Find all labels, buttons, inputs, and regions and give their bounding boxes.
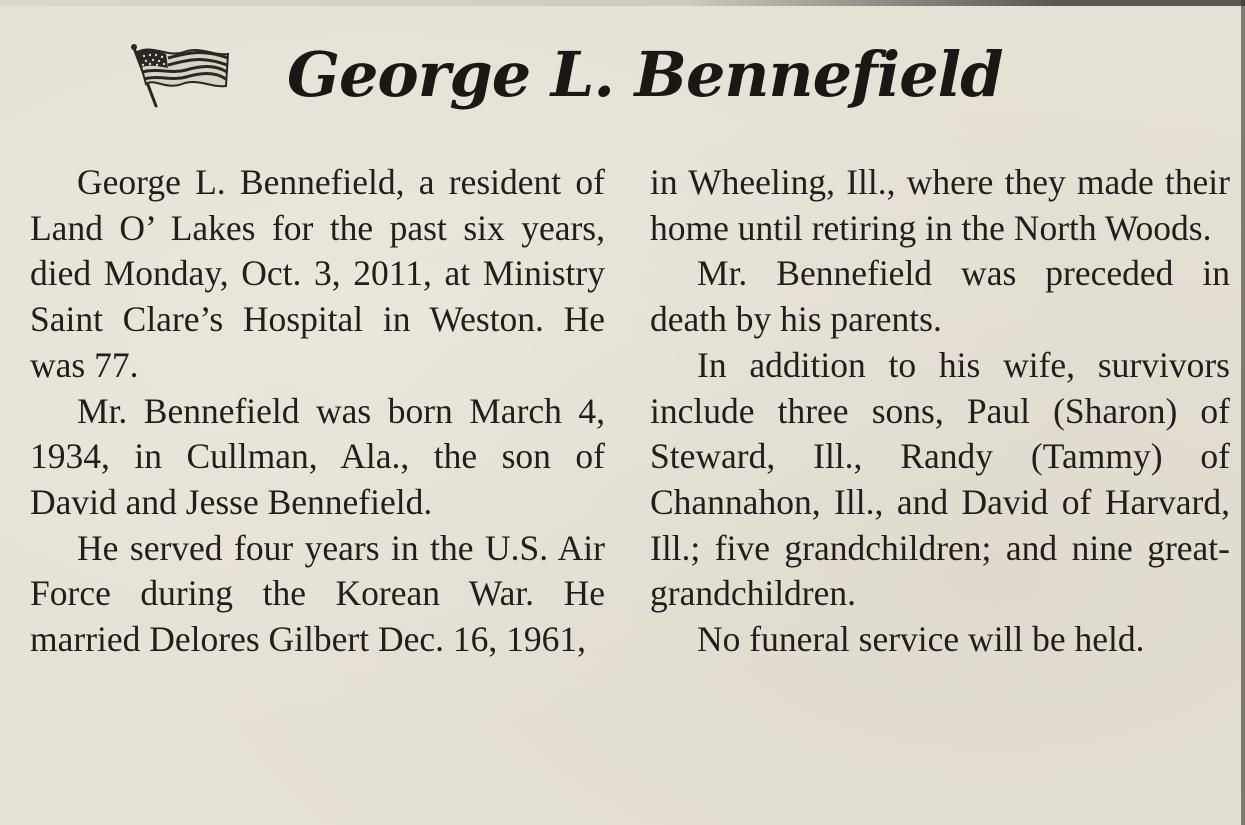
left-column bbox=[30, 160, 605, 663]
paragraph-funeral-service: No funeral service will be held. bbox=[697, 619, 1145, 660]
american-flag-icon bbox=[128, 40, 232, 112]
paragraph-birth: Mr. Bennefield was born March 4, 1934, in Cullman, Ala., the son of David and Jesse Bennefield. bbox=[30, 390, 605, 522]
obituary-title: George L. Bennefield bbox=[287, 38, 1003, 111]
paragraph-survivors: In addition to his wife, survivors include three sons, Paul (Sharon) of Steward, Ill., Randy (Tammy) of Channahon, Ill., and David of Harvard, Ill.; five grandchildren; and nine great-grandchildren. bbox=[650, 344, 1230, 614]
paragraph-military-marriage: He served four years in the U.S. Air Force during the Korean War. He married Delores Gilbert Dec. 16, 1961, bbox=[30, 527, 605, 660]
paragraph-death-notice: George L. Bennefield, a resident of Land O’ Lakes for the past six years, died Monday, Oct. 3, 2011, at Ministry Saint Clare’s Hospital in Weston. He was 77. bbox=[30, 162, 605, 385]
paragraph-residence-continued: in Wheeling, Ill., where they made their home until retiring in the North Woods. bbox=[650, 162, 1230, 248]
paragraph-preceded-in-death: Mr. Bennefield was preceded in death by his parents. bbox=[650, 253, 1230, 340]
top-rule bbox=[0, 0, 1245, 6]
right-edge-rule bbox=[1241, 0, 1245, 825]
right-column bbox=[650, 160, 1230, 663]
obituary-header bbox=[0, 22, 1245, 122]
